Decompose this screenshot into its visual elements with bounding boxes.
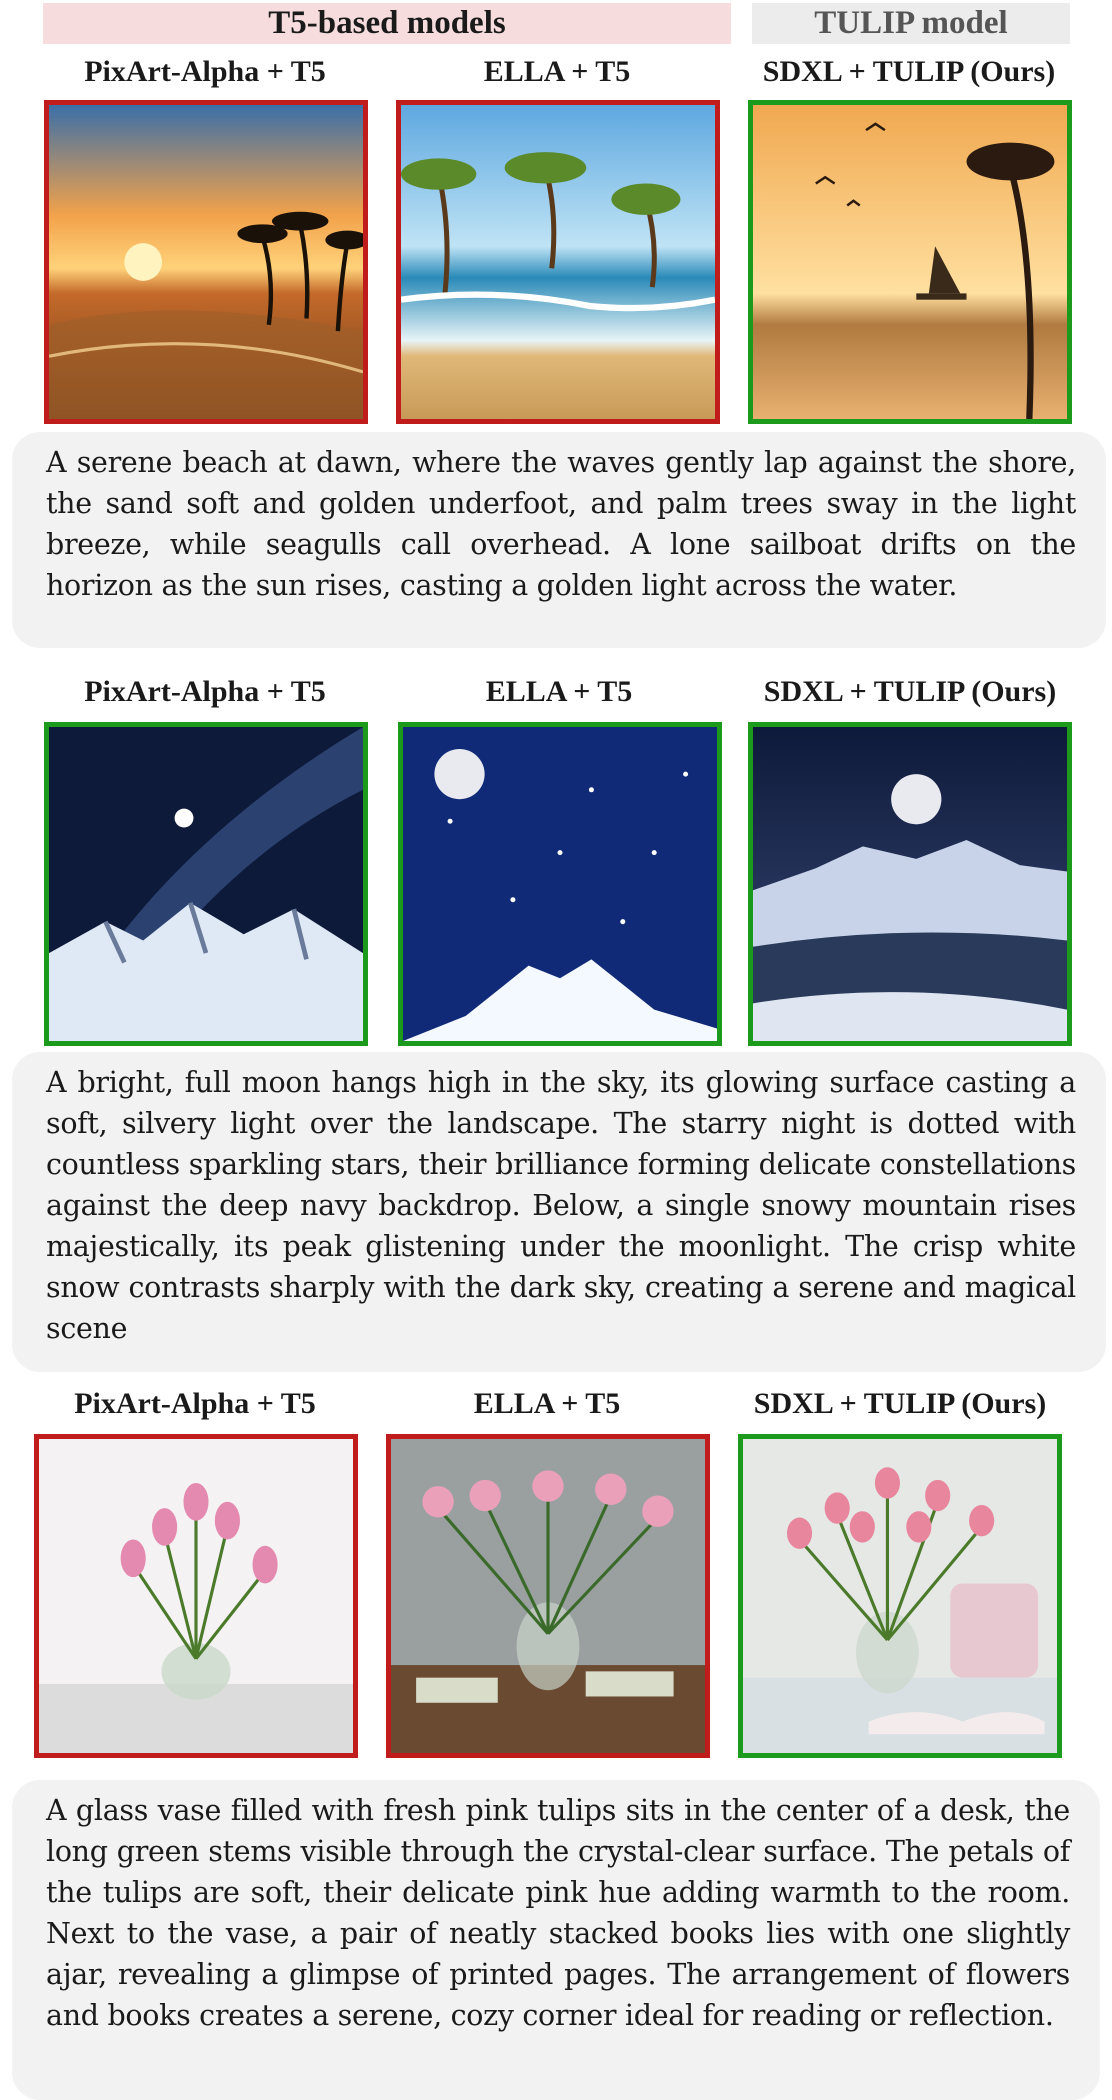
row3-label-ella: ELLA + T5 bbox=[473, 1387, 621, 1420]
row2-caption: A bright, full moon hangs high in the sky, its glowing surface casting a soft, silvery light over the landscape. The starry night is dotted with countless sparkling stars, their brilliance forming delicate constellations against the deep navy backdrop. Below, a single snowy mountain rises majestically, its peak glistening under the moonlight. The crisp white snow contrasts sharply with the dark sky, creating a serene and magical scene bbox=[12, 1052, 1106, 1372]
row1-image-tulip bbox=[748, 100, 1072, 424]
row1-label-tulip: SDXL + TULIP (Ours) bbox=[762, 55, 1056, 88]
row2-image-ella bbox=[398, 722, 722, 1046]
row2-label-pixart: PixArt-Alpha + T5 bbox=[84, 675, 326, 708]
row1-image-ella bbox=[396, 100, 720, 424]
row2-label-ella: ELLA + T5 bbox=[485, 675, 633, 708]
tulip-model-header: TULIP model bbox=[752, 3, 1070, 44]
row3-image-tulip bbox=[738, 1434, 1062, 1758]
row3-label-pixart: PixArt-Alpha + T5 bbox=[74, 1387, 316, 1420]
row2-label-tulip: SDXL + TULIP (Ours) bbox=[763, 675, 1057, 708]
row2-image-pixart bbox=[44, 722, 368, 1046]
row3-image-ella bbox=[386, 1434, 710, 1758]
row1-caption: A serene beach at dawn, where the waves gently lap against the shore, the sand soft and golden underfoot, and palm trees sway in the light breeze, while seagulls call overhead. A lone sailboat drifts on the horizon as the sun rises, casting a golden light across the water. bbox=[12, 432, 1106, 648]
row3-label-tulip: SDXL + TULIP (Ours) bbox=[753, 1387, 1047, 1420]
row2-image-tulip bbox=[748, 722, 1072, 1046]
row3-caption: A glass vase filled with fresh pink tulips sits in the center of a desk, the long green stems visible through the crystal-clear surface. The petals of the tulips are soft, their delicate pink hue adding warmth to the room. Next to the vase, a pair of neatly stacked books lies with one slightly ajar, revealing a glimpse of printed pages. The arrangement of flowers and books creates a serene, cozy corner ideal for reading or reflection. bbox=[12, 1780, 1100, 2100]
row1-label-ella: ELLA + T5 bbox=[483, 55, 631, 88]
row1-image-pixart bbox=[44, 100, 368, 424]
row1-label-pixart: PixArt-Alpha + T5 bbox=[84, 55, 326, 88]
row3-image-pixart bbox=[34, 1434, 358, 1758]
t5-models-header: T5-based models bbox=[43, 3, 731, 44]
